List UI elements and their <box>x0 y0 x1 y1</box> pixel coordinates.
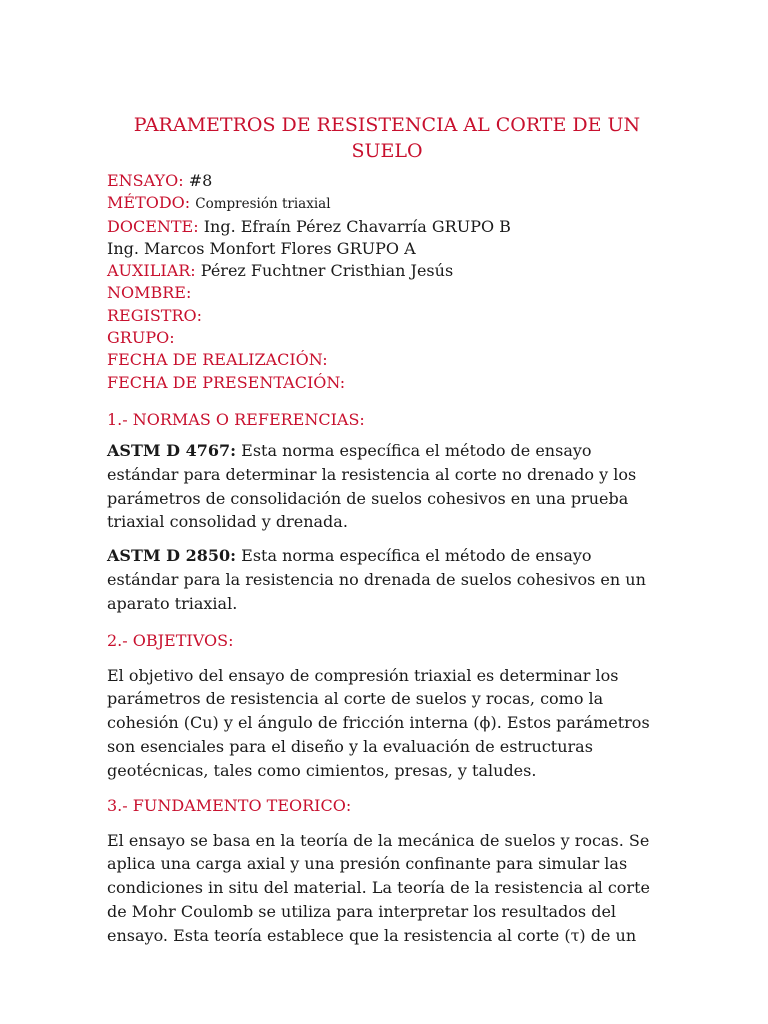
metodo-value: Compresión triaxial <box>195 196 331 213</box>
ensayo-value: #8 <box>188 171 213 190</box>
fecha-presentacion-label: FECHA DE PRESENTACIÓN: <box>107 372 346 392</box>
docente-label: DOCENTE: <box>107 216 199 236</box>
section-heading-objetivos: 2.- OBJETIVOS: <box>107 630 234 650</box>
meta-docente-2 <box>107 238 667 260</box>
auxiliar-label: AUXILIAR: <box>107 261 196 281</box>
reference-code: ASTM D 2850: <box>107 546 237 566</box>
meta-block <box>107 170 667 394</box>
auxiliar-value: Pérez Fuchtner Cristhian Jesús <box>200 261 454 281</box>
meta-metodo <box>107 192 667 215</box>
fecha-realizacion-label: FECHA DE REALIZACIÓN: <box>107 350 328 370</box>
reference-text: Esta norma específica el método de ensayo estándar para determinar la resistencia al corte no drenado y los parámetros de consolidación de suelos cohesivos en una prueba triaxial consolidad y drenada. <box>107 440 637 532</box>
docente-value: Ing. Efraín Pérez Chavarría GRUPO B <box>203 216 511 236</box>
section-heading-normas: 1.- NORMAS O REFERENCIAS: <box>107 409 365 429</box>
reference-text: Esta norma específica el método de ensayo estándar para la resistencia no drenada de suelos cohesivos en un aparato triaxial. <box>107 546 646 613</box>
reference-paragraph <box>107 439 667 534</box>
reference-code: ASTM D 4767: <box>107 440 237 460</box>
docente-value-2: Ing. Marcos Monfort Flores GRUPO A <box>107 238 416 258</box>
meta-ensayo <box>107 170 667 192</box>
document-page <box>107 112 667 948</box>
metodo-label: MÉTODO: <box>107 193 191 213</box>
document-title: PARAMETROS DE RESISTENCIA AL CORTE DE UN SUELO <box>133 114 641 162</box>
meta-docente <box>107 216 667 238</box>
ensayo-label: ENSAYO: <box>107 171 184 190</box>
grupo-label: GRUPO: <box>107 328 175 348</box>
fundamento-paragraph: El ensayo se basa en la teoría de la mecánica de suelos y rocas. Se aplica una carga axial y una presión confinante para simular las condiciones in situ del material. La teoría de la resistencia al corte de Mohr Coulomb se utiliza para interpretar los resultados del ensayo. Esta teoría establece que la resistencia al corte (τ) de un <box>107 830 650 945</box>
reference-paragraph <box>107 544 667 615</box>
meta-auxiliar <box>107 260 667 282</box>
objetivos-paragraph: El objetivo del ensayo de compresión triaxial es determinar los parámetros de resistencia al corte de suelos y rocas, como la cohesión (Cu) y el ángulo de fricción interna (ϕ). Estos parámetros son esenciales para el diseño y la evaluación de estructuras geotécnicas, tales como cimientos, presas, y taludes. <box>107 665 650 780</box>
registro-label: REGISTRO: <box>107 305 203 325</box>
section-heading-fundamento: 3.- FUNDAMENTO TEORICO: <box>107 795 352 815</box>
nombre-label: NOMBRE: <box>107 283 192 303</box>
